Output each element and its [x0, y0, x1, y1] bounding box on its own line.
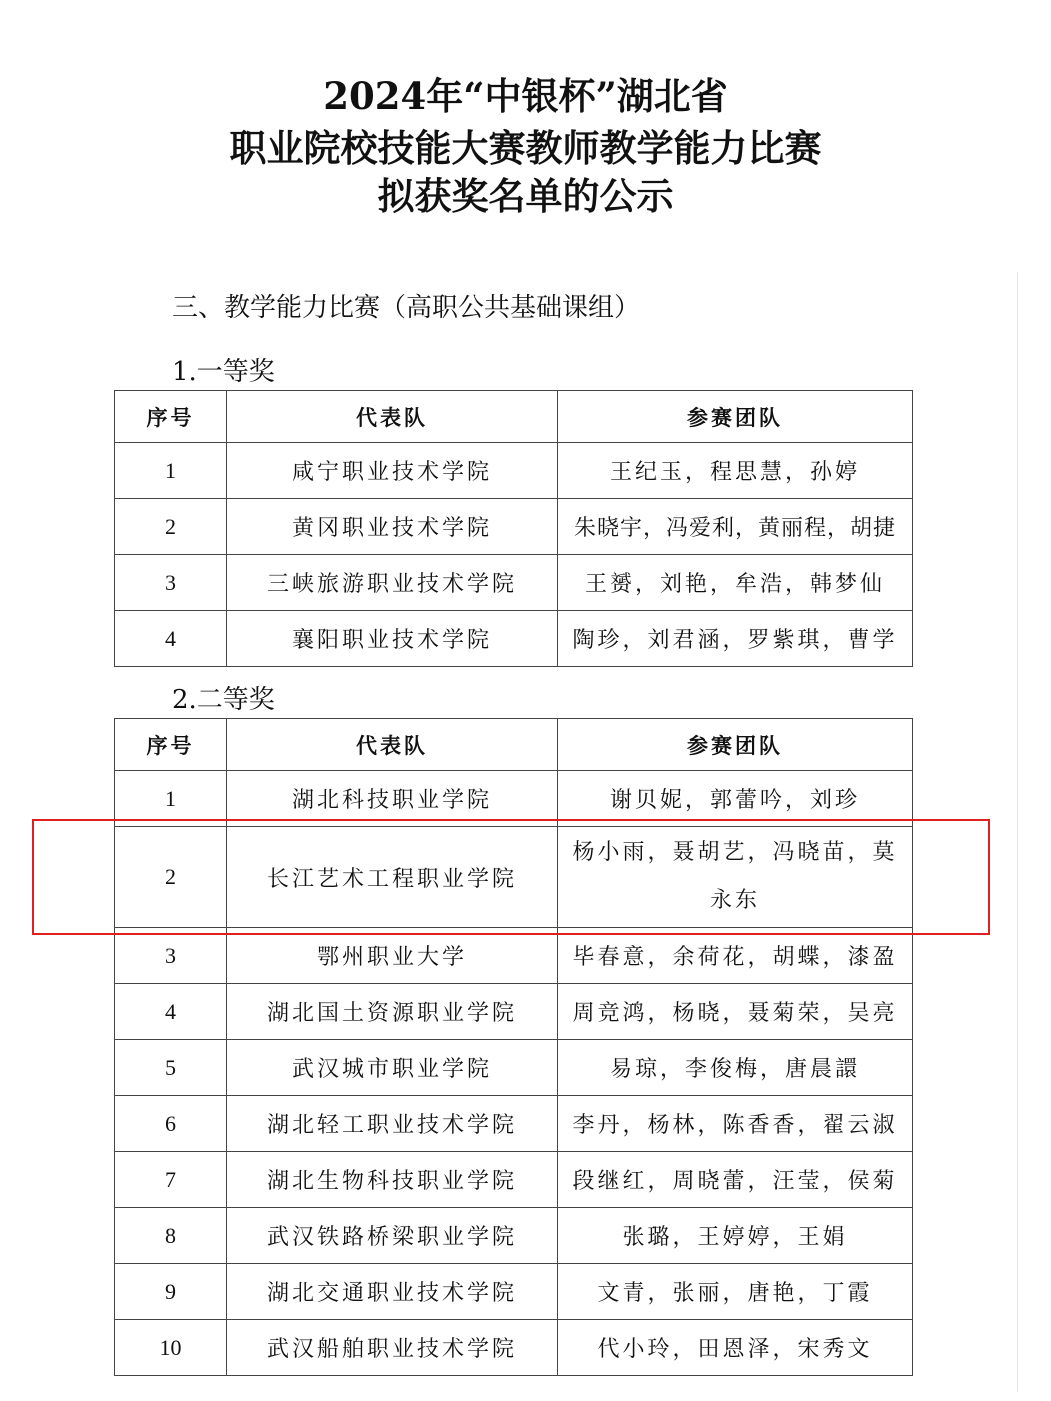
- table-row: [115, 1320, 913, 1376]
- table-row: [115, 555, 913, 611]
- row-team: 湖北国土资源职业学院: [227, 984, 558, 1040]
- row-team: 长江艺术工程职业学院: [227, 827, 558, 928]
- table-row: [115, 443, 913, 499]
- table-row: [115, 771, 913, 827]
- row-no: 3: [115, 928, 227, 984]
- header-team: 代表队: [227, 719, 558, 771]
- table-row: [115, 984, 913, 1040]
- row-no: 2: [115, 827, 227, 928]
- row-team: 武汉城市职业学院: [227, 1040, 558, 1096]
- row-team: 襄阳职业技术学院: [227, 611, 558, 667]
- row-no: 4: [115, 611, 227, 667]
- row-no: 8: [115, 1208, 227, 1264]
- row-members: 代小玲，田恩泽，宋秀文: [558, 1320, 913, 1376]
- row-no: 7: [115, 1152, 227, 1208]
- row-no: 4: [115, 984, 227, 1040]
- row-no: 1: [115, 443, 227, 499]
- header-members: 参赛团队: [558, 719, 913, 771]
- header-team: 代表队: [227, 391, 558, 443]
- row-team: 鄂州职业大学: [227, 928, 558, 984]
- row-members: 杨小雨，聂胡艺，冯晓苗，莫永东: [558, 827, 913, 928]
- row-members: 谢贝妮，郭蕾吟，刘珍: [558, 771, 913, 827]
- row-members: 朱晓宇，冯爱利，黄丽程，胡捷: [558, 499, 913, 555]
- table-row: [115, 1208, 913, 1264]
- row-no: 1: [115, 771, 227, 827]
- row-members: 易琼，李俊梅，唐晨譞: [558, 1040, 913, 1096]
- row-team: 湖北科技职业学院: [227, 771, 558, 827]
- second-prize-table: [114, 718, 913, 1376]
- row-members: 王赟，刘艳，牟浩，韩梦仙: [558, 555, 913, 611]
- row-no: 2: [115, 499, 227, 555]
- table-row: [115, 1040, 913, 1096]
- title-line-3: 拟获奖名单的公示: [377, 174, 674, 218]
- table-row: [115, 827, 913, 928]
- header-no: 序号: [115, 719, 227, 771]
- row-team: 湖北生物科技职业学院: [227, 1152, 558, 1208]
- row-members: 文青，张丽，唐艳，丁霞: [558, 1264, 913, 1320]
- table-row: [115, 499, 913, 555]
- row-team: 武汉船舶职业技术学院: [227, 1320, 558, 1376]
- row-members: 王纪玉，程思慧，孙婷: [558, 443, 913, 499]
- first-prize-table: [114, 390, 913, 667]
- table-row: [115, 928, 913, 984]
- row-team: 咸宁职业技术学院: [227, 443, 558, 499]
- row-members: 毕春意，余荷花，胡蝶，漆盈: [558, 928, 913, 984]
- title-line-1: 2024年“中银杯”湖北省: [323, 74, 728, 118]
- section-heading: 三、教学能力比赛（高职公共基础课组）: [172, 293, 641, 323]
- page-edge-divider: [1017, 272, 1018, 1392]
- row-team: 三峡旅游职业技术学院: [227, 555, 558, 611]
- header-no: 序号: [115, 391, 227, 443]
- row-no: 9: [115, 1264, 227, 1320]
- table-row: [115, 1264, 913, 1320]
- row-no: 10: [115, 1320, 227, 1376]
- table-header-row: [115, 391, 913, 443]
- table-row: [115, 1152, 913, 1208]
- row-members: 李丹，杨林，陈香香，翟云淑: [558, 1096, 913, 1152]
- first-prize-label: 1.一等奖: [172, 357, 275, 387]
- table-row: [115, 611, 913, 667]
- table-row: [115, 1096, 913, 1152]
- row-team: 湖北轻工职业技术学院: [227, 1096, 558, 1152]
- row-members: 张璐，王婷婷，王娟: [558, 1208, 913, 1264]
- row-no: 6: [115, 1096, 227, 1152]
- second-prize-label: 2.二等奖: [172, 685, 275, 715]
- header-members: 参赛团队: [558, 391, 913, 443]
- row-no: 5: [115, 1040, 227, 1096]
- row-team: 武汉铁路桥梁职业学院: [227, 1208, 558, 1264]
- row-no: 3: [115, 555, 227, 611]
- row-members: 周竞鸿，杨晓，聂菊荣，吴亮: [558, 984, 913, 1040]
- row-members: 段继红，周晓蕾，汪莹，侯菊: [558, 1152, 913, 1208]
- table-header-row: [115, 719, 913, 771]
- row-team: 湖北交通职业技术学院: [227, 1264, 558, 1320]
- row-team: 黄冈职业技术学院: [227, 499, 558, 555]
- title-line-2: 职业院校技能大赛教师教学能力比赛: [229, 126, 822, 170]
- row-members: 陶珍，刘君涵，罗紫琪，曹学: [558, 611, 913, 667]
